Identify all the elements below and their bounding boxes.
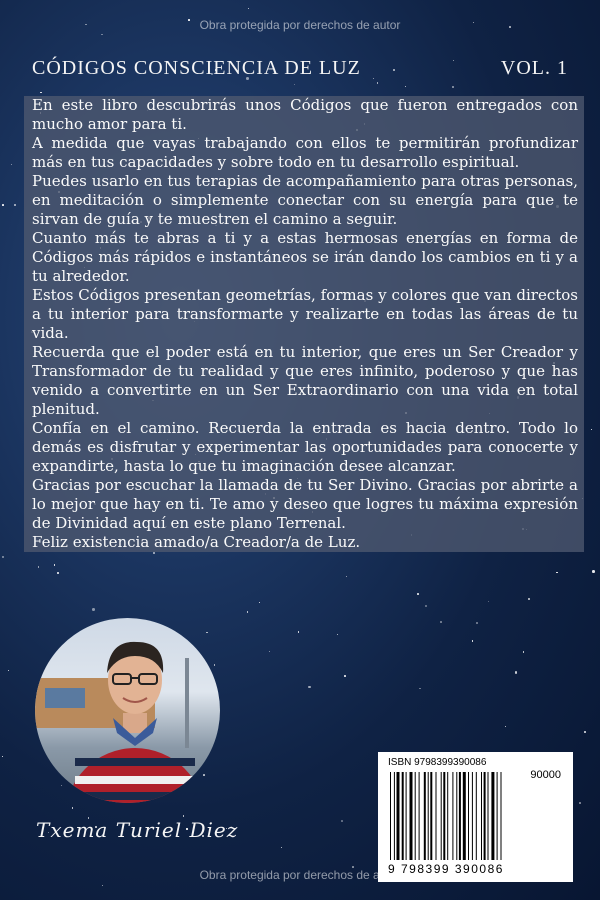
isbn-label: ISBN 9798399390086	[388, 757, 487, 768]
synopsis-paragraph: Gracias por escuchar la llamada de tu Ser Divino. Gracias por abrirte a lo mejor que hay en ti. Te amo y deseo que logres tu máxima expresión de Divinidad aquí en este plano Terrenal.	[24, 476, 584, 533]
price-code: 90000	[530, 769, 561, 781]
watermark-bottom: Obra protegida por derechos de autor	[199, 868, 401, 882]
synopsis-paragraph: Cuanto más te abras a ti y a estas hermosas energías en forma de Códigos más rápidos e instantáneos se irán dando los cambios en ti y a tu alrededor.	[24, 229, 584, 286]
synopsis-paragraph: En este libro descubrirás unos Códigos que fueron entregados con mucho amor para ti.	[24, 96, 584, 134]
synopsis-paragraph: Feliz existencia amado/a Creador/a de Luz.	[24, 533, 584, 552]
author-portrait-icon	[35, 618, 220, 803]
volume-label: VOL. 1	[500, 57, 568, 79]
book-title: CÓDIGOS CONSCIENCIA DE LUZ	[32, 57, 361, 79]
watermark-top: Obra protegida por derechos de autor	[199, 18, 401, 32]
book-title-row	[32, 57, 568, 80]
author-photo	[35, 618, 220, 803]
synopsis-paragraph: Recuerda que el poder está en tu interior, que eres un Ser Creador y Transformador de tu realidad y que eres infinito, poderoso y que has venido a convertirte en un Ser Extraordinario con una vida en total plenitud.	[24, 343, 584, 419]
synopsis-paragraph: A medida que vayas trabajando con ellos te permitirán profundizar más en tus capacidades y sobre todo en tu desarrollo espiritual.	[24, 134, 584, 172]
isbn-barcode	[378, 752, 573, 882]
synopsis-text	[24, 96, 584, 552]
barcode-bars-icon	[388, 772, 565, 862]
barcode-number: 9 798399 390086	[388, 862, 504, 876]
synopsis-paragraph: Estos Códigos presentan geometrías, formas y colores que van directos a tu interior para transformarte y realizarte en todas las áreas de tu vida.	[24, 286, 584, 343]
synopsis-paragraph: Puedes usarlo en tus terapias de acompañamiento para otras personas, en meditación o simplemente conectar con su energía para que te sirvan de guía y te muestren el camino a seguir.	[24, 172, 584, 229]
author-name: Txema Turiel Diez	[36, 818, 239, 842]
synopsis-paragraph: Confía en el camino. Recuerda la entrada es hacia dentro. Todo lo demás es disfrutar y experimentar las oportunidades para conocerte y expandirte, hasta lo que tu imaginación desee alcanzar.	[24, 419, 584, 476]
